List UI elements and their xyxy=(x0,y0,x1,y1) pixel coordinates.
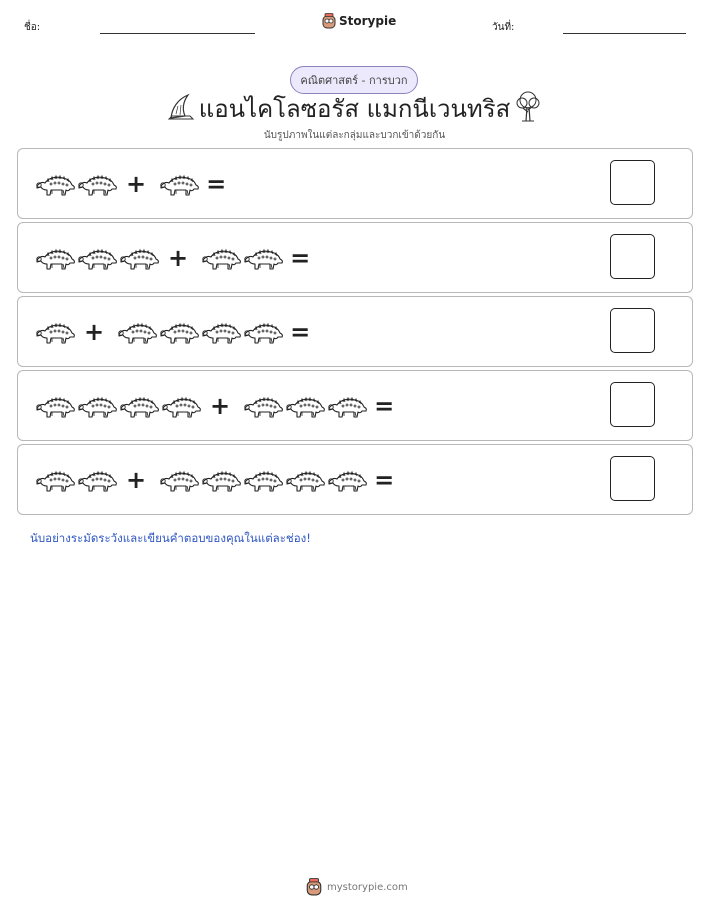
ankylosaurus-icon xyxy=(76,169,118,199)
instructions: นับรูปภาพในแต่ละกลุ่มและบวกเข้าด้วยกัน xyxy=(263,130,446,141)
ankylosaurus-icon xyxy=(76,391,118,421)
brand-name: Storypie xyxy=(339,14,397,28)
plus-sign: + xyxy=(126,169,147,198)
equation xyxy=(34,371,394,440)
ankylosaurus-icon xyxy=(160,391,202,421)
ankylosaurus-icon xyxy=(284,391,326,421)
ankylosaurus-icon xyxy=(326,391,368,421)
equation xyxy=(34,297,310,366)
left-group xyxy=(34,465,118,495)
ankylosaurus-icon xyxy=(242,391,284,421)
left-group xyxy=(34,243,160,273)
page-title: แอนไคโลซอรัส แมกนีเวนทริส xyxy=(198,95,511,123)
ankylosaurus-icon xyxy=(118,243,160,273)
ankylosaurus-icon xyxy=(116,317,158,347)
left-group xyxy=(34,317,76,347)
storypie-logo xyxy=(322,13,396,29)
left-group xyxy=(34,391,202,421)
equals-sign: = xyxy=(374,465,395,494)
storypie-mascot-icon xyxy=(306,878,322,896)
equals-sign: = xyxy=(290,243,311,272)
equals-sign: = xyxy=(290,317,311,346)
ankylosaurus-icon xyxy=(118,391,160,421)
right-group xyxy=(158,169,200,199)
problem-row xyxy=(17,222,693,293)
ankylosaurus-icon xyxy=(158,317,200,347)
equation xyxy=(34,445,394,514)
tree-icon xyxy=(514,90,542,128)
footer-note: นับอย่างระมัดระวังและเขียนคำตอบของคุณในแต่ละช่อง! xyxy=(30,531,311,545)
ankylosaurus-icon xyxy=(200,317,242,347)
date-line[interactable] xyxy=(563,33,686,34)
answer-box[interactable] xyxy=(610,308,655,353)
right-group xyxy=(242,391,368,421)
storypie-mascot-icon xyxy=(322,13,336,29)
equals-sign: = xyxy=(206,169,227,198)
equals-sign: = xyxy=(374,391,395,420)
right-group xyxy=(116,317,284,347)
answer-box[interactable] xyxy=(610,456,655,501)
ankylosaurus-icon xyxy=(242,317,284,347)
right-group xyxy=(158,465,368,495)
right-group xyxy=(200,243,284,273)
ankylosaurus-icon xyxy=(242,243,284,273)
ankylosaurus-icon xyxy=(76,465,118,495)
plus-sign: + xyxy=(168,243,189,272)
ankylosaurus-icon xyxy=(158,169,200,199)
ankylosaurus-icon xyxy=(158,465,200,495)
equation xyxy=(34,223,310,292)
problem-row xyxy=(17,444,693,515)
ankylosaurus-icon xyxy=(326,465,368,495)
ankylosaurus-icon xyxy=(200,243,242,273)
name-line[interactable] xyxy=(100,33,255,34)
equation xyxy=(34,149,226,218)
ankylosaurus-icon xyxy=(34,243,76,273)
problem-row xyxy=(17,296,693,367)
ankylosaurus-icon xyxy=(76,243,118,273)
ankylosaurus-icon xyxy=(34,169,76,199)
ankylosaurus-icon xyxy=(284,465,326,495)
subject-badge: คณิตศาสตร์ - การบวก xyxy=(290,66,418,94)
answer-box[interactable] xyxy=(610,234,655,279)
footer-brand xyxy=(306,878,408,896)
plus-sign: + xyxy=(126,465,147,494)
ankylosaurus-icon xyxy=(34,391,76,421)
problem-row xyxy=(17,370,693,441)
problem-row xyxy=(17,148,693,219)
ankylosaurus-icon xyxy=(200,465,242,495)
footer-site: mystorypie.com xyxy=(327,881,408,893)
name-label: ชื่อ: xyxy=(24,22,41,33)
answer-box[interactable] xyxy=(610,160,655,205)
date-label: วันที่: xyxy=(492,22,515,33)
ankylosaurus-icon xyxy=(242,465,284,495)
ankylosaurus-icon xyxy=(34,465,76,495)
answer-box[interactable] xyxy=(610,382,655,427)
left-group xyxy=(34,169,118,199)
plus-sign: + xyxy=(210,391,231,420)
ankylosaurus-icon xyxy=(34,317,76,347)
plus-sign: + xyxy=(84,317,105,346)
